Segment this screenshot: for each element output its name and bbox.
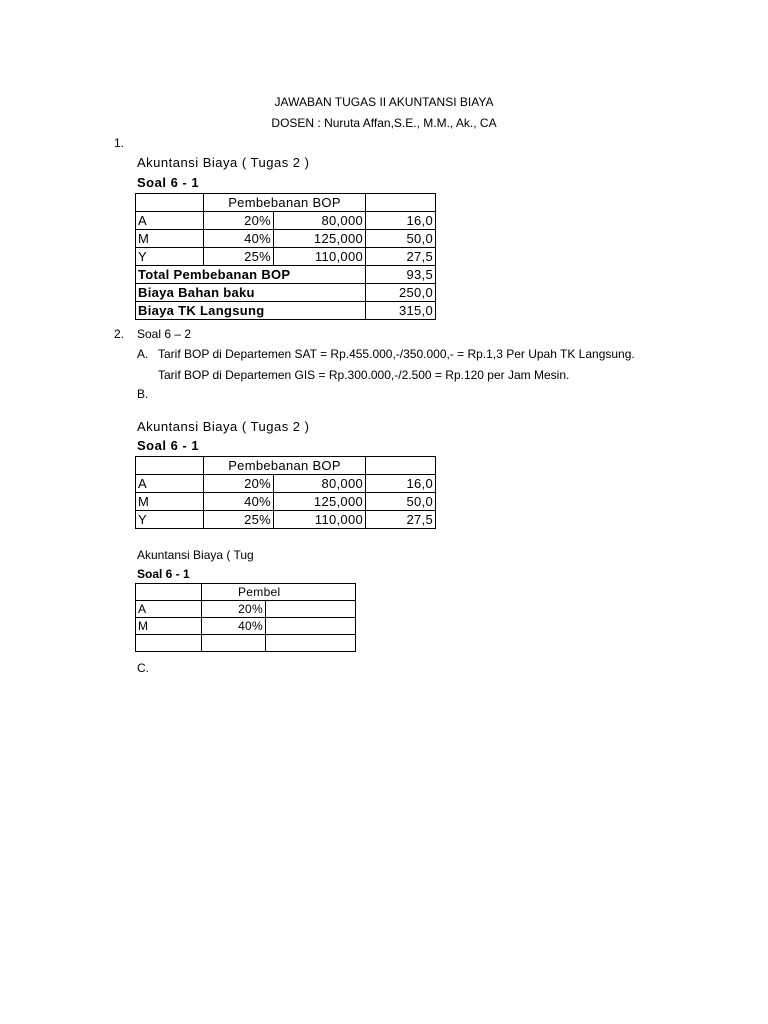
row-amount: 80,000 [274, 212, 366, 230]
section-1-number: 1. [114, 136, 125, 150]
sheet-3-title-clip [137, 548, 268, 564]
row-amount: 110,000 [274, 248, 366, 266]
row-label: Y [136, 248, 204, 266]
table-row [136, 266, 436, 284]
row-percent: 25% [204, 248, 274, 266]
row-result: 50,0 [366, 230, 436, 248]
table-row [136, 248, 436, 266]
table-row [136, 230, 436, 248]
row-percent: 40% [204, 493, 274, 511]
sheet-1-title: Akuntansi Biaya ( Tugas 2 ) [137, 155, 310, 170]
document-title: JAWABAN TUGAS II AKUNTANSI BIAYA [274, 95, 494, 109]
row-amount: 125,000 [274, 493, 366, 511]
row-result: 27,5 [366, 248, 436, 266]
table-row [136, 212, 436, 230]
sheet-2-table [135, 456, 436, 529]
sheet-3-subtitle: Soal 6 - 1 [137, 567, 190, 581]
sheet-1-table-clip [135, 193, 434, 324]
sheet-3-table-clip [135, 583, 311, 641]
item-a-line-2: Tarif BOP di Departemen GIS = Rp.300.000,-/2.500 = Rp.120 per Jam Mesin. [158, 368, 570, 382]
row-result: 16,0 [366, 475, 436, 493]
section-2-number: 2. [114, 327, 125, 341]
row-label: Y [136, 511, 204, 529]
total-label: Biaya Bahan baku [136, 284, 366, 302]
sheet-1-subtitle: Soal 6 - 1 [137, 175, 200, 190]
row-label: A [136, 212, 204, 230]
row-result: 50,0 [366, 493, 436, 511]
table-row [136, 601, 356, 618]
total-value: 250,0 [366, 284, 436, 302]
sheet-2-title: Akuntansi Biaya ( Tugas 2 ) [137, 419, 310, 434]
row-percent: 20% [204, 475, 274, 493]
item-b-marker: B. [137, 387, 149, 401]
row-percent: 20% [204, 212, 274, 230]
sheet-2-subtitle: Soal 6 - 1 [137, 438, 200, 453]
row-percent: 20% [202, 601, 266, 618]
sheet-2-table-header: Pembebanan BOP [204, 457, 366, 475]
table-row [136, 493, 436, 511]
item-a-marker: A. [137, 347, 149, 361]
sheet-3-table-header: Pembel [202, 584, 356, 601]
lecturer-line: DOSEN : Nuruta Affan,S.E., M.M., Ak., CA [271, 116, 497, 130]
total-value: 93,5 [366, 266, 436, 284]
item-c-marker: C. [137, 661, 149, 675]
row-label: A [136, 475, 204, 493]
table-row [136, 511, 436, 529]
row-result: 27,5 [366, 511, 436, 529]
table-row [136, 475, 436, 493]
section-2-title: Soal 6 – 2 [137, 327, 192, 341]
table-row [136, 284, 436, 302]
row-amount: 110,000 [274, 511, 366, 529]
row-amount: 125,000 [274, 230, 366, 248]
sheet-3-title: Akuntansi Biaya ( Tug [137, 548, 254, 562]
row-percent: 40% [202, 618, 266, 635]
row-label: M [136, 618, 202, 635]
total-value: 315,0 [366, 302, 436, 320]
total-label: Biaya TK Langsung [136, 302, 366, 320]
total-label: Total Pembebanan BOP [136, 266, 366, 284]
item-a-line-1: Tarif BOP di Departemen SAT = Rp.455.000,-/350.000,- = Rp.1,3 Per Upah TK Langsung. [158, 347, 635, 361]
table-row [136, 302, 436, 320]
table-row [136, 618, 356, 635]
row-amount: 80,000 [274, 475, 366, 493]
sheet-3-table [135, 583, 356, 652]
sheet-2-table-clip [135, 456, 434, 532]
row-label: M [136, 493, 204, 511]
row-label: A [136, 601, 202, 618]
sheet-1-table-header: Pembebanan BOP [204, 194, 366, 212]
row-percent: 25% [204, 511, 274, 529]
row-label: M [136, 230, 204, 248]
row-result: 16,0 [366, 212, 436, 230]
row-percent: 40% [204, 230, 274, 248]
sheet-1-table [135, 193, 436, 320]
